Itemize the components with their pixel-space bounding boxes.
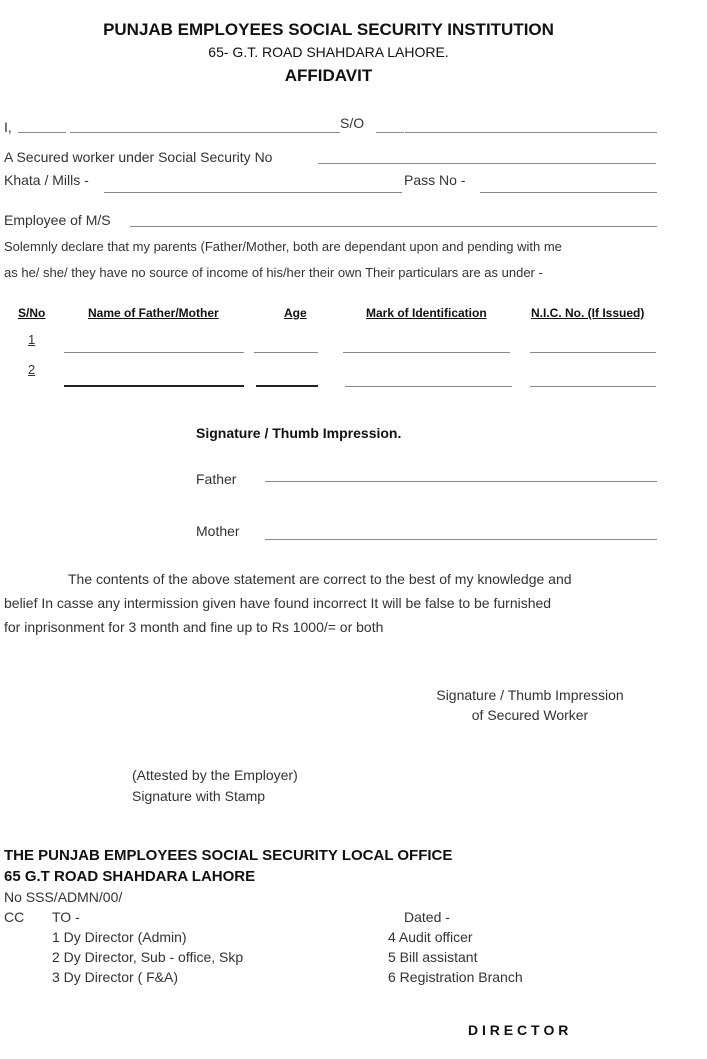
signature-heading: Signature / Thumb Impression.	[196, 425, 402, 441]
row-1-nic-field[interactable]	[530, 352, 656, 353]
cc-item-6: 6 Registration Branch	[388, 969, 523, 985]
cc-label: CC	[4, 909, 25, 925]
row-2-age-field[interactable]	[256, 385, 318, 387]
khata-label: Khata / Mills -	[4, 172, 89, 188]
institution-title: PUNJAB EMPLOYEES SOCIAL SECURITY INSTITUTION	[103, 20, 554, 39]
row-1-number: 1	[28, 332, 36, 347]
row-2-name-field[interactable]	[64, 385, 244, 387]
pass-no-label: Pass No -	[404, 172, 466, 188]
attested-line-1: (Attested by the Employer)	[132, 767, 298, 783]
row-1-mark-field[interactable]	[343, 352, 510, 353]
secured-worker-label: A Secured worker under Social Security No	[4, 149, 273, 165]
mother-label: Mother	[196, 523, 240, 539]
header-name: Name of Father/Mother	[88, 306, 219, 320]
to-label: TO -	[52, 909, 80, 925]
mother-signature-field[interactable]	[265, 539, 657, 540]
cc-item-3: 3 Dy Director ( F&A)	[52, 969, 179, 985]
header-nic: N.I.C. No. (If Issued)	[531, 306, 645, 320]
director-signature: D I R E C T O R	[468, 1022, 569, 1038]
so-field[interactable]	[405, 132, 657, 133]
row-2-number: 2	[28, 362, 36, 377]
statement-line-2: belief In casse any intermission given have found incorrect It will be false to be furnished	[4, 595, 552, 611]
so-label: S/O	[340, 115, 365, 131]
office-title: THE PUNJAB EMPLOYEES SOCIAL SECURITY LOCAL OFFICE	[4, 847, 453, 864]
header-mark: Mark of Identification	[366, 306, 487, 320]
statement-line-1: The contents of the above statement are correct to the best of my knowledge and	[68, 571, 572, 587]
header-sno: S/No	[18, 306, 46, 320]
row-2-mark-field[interactable]	[345, 386, 512, 387]
institution-address: 65- G.T. ROAD SHAHDARA LAHORE.	[208, 44, 449, 60]
statement-line-3: for inprisonment for 3 month and fine up to Rs 1000/= or both	[4, 619, 384, 635]
name-field-prefix[interactable]	[18, 132, 66, 133]
cc-item-5: 5 Bill assistant	[388, 949, 478, 965]
father-label: Father	[196, 471, 237, 487]
row-1-name-field[interactable]	[64, 352, 244, 353]
row-1-age-field[interactable]	[254, 352, 318, 353]
attested-line-2: Signature with Stamp	[132, 788, 266, 804]
social-security-no-field[interactable]	[318, 163, 656, 164]
cc-item-4: 4 Audit officer	[388, 929, 473, 945]
document-title: AFFIDAVIT	[284, 66, 373, 85]
i-label: I,	[4, 119, 12, 135]
office-address: 65 G.T ROAD SHAHDARA LAHORE	[4, 868, 256, 885]
father-signature-field[interactable]	[265, 481, 657, 482]
name-field[interactable]	[70, 132, 340, 133]
declaration-line-1: Solemnly declare that my parents (Father/Mother, both are dependant upon and pending with me	[4, 239, 562, 254]
cc-item-2: 2 Dy Director, Sub - office, Skp	[52, 949, 244, 965]
employee-label: Employee of M/S	[4, 212, 111, 228]
khata-field[interactable]	[104, 192, 402, 193]
reference-number: No SSS/ADMN/00/	[4, 889, 123, 905]
row-2-nic-field[interactable]	[530, 386, 656, 387]
worker-signature-line-2: of Secured Worker	[471, 707, 589, 723]
header-age: Age	[284, 306, 307, 320]
dated-label: Dated -	[404, 909, 450, 925]
pass-no-field[interactable]	[480, 192, 657, 193]
cc-item-1: 1 Dy Director (Admin)	[52, 929, 187, 945]
employee-field[interactable]	[130, 226, 657, 227]
worker-signature-line-1: Signature / Thumb Impression	[436, 687, 624, 703]
so-field-prefix[interactable]	[376, 132, 404, 133]
declaration-line-2: as he/ she/ they have no source of income of his/her their own Their particulars are as under -	[4, 265, 543, 280]
